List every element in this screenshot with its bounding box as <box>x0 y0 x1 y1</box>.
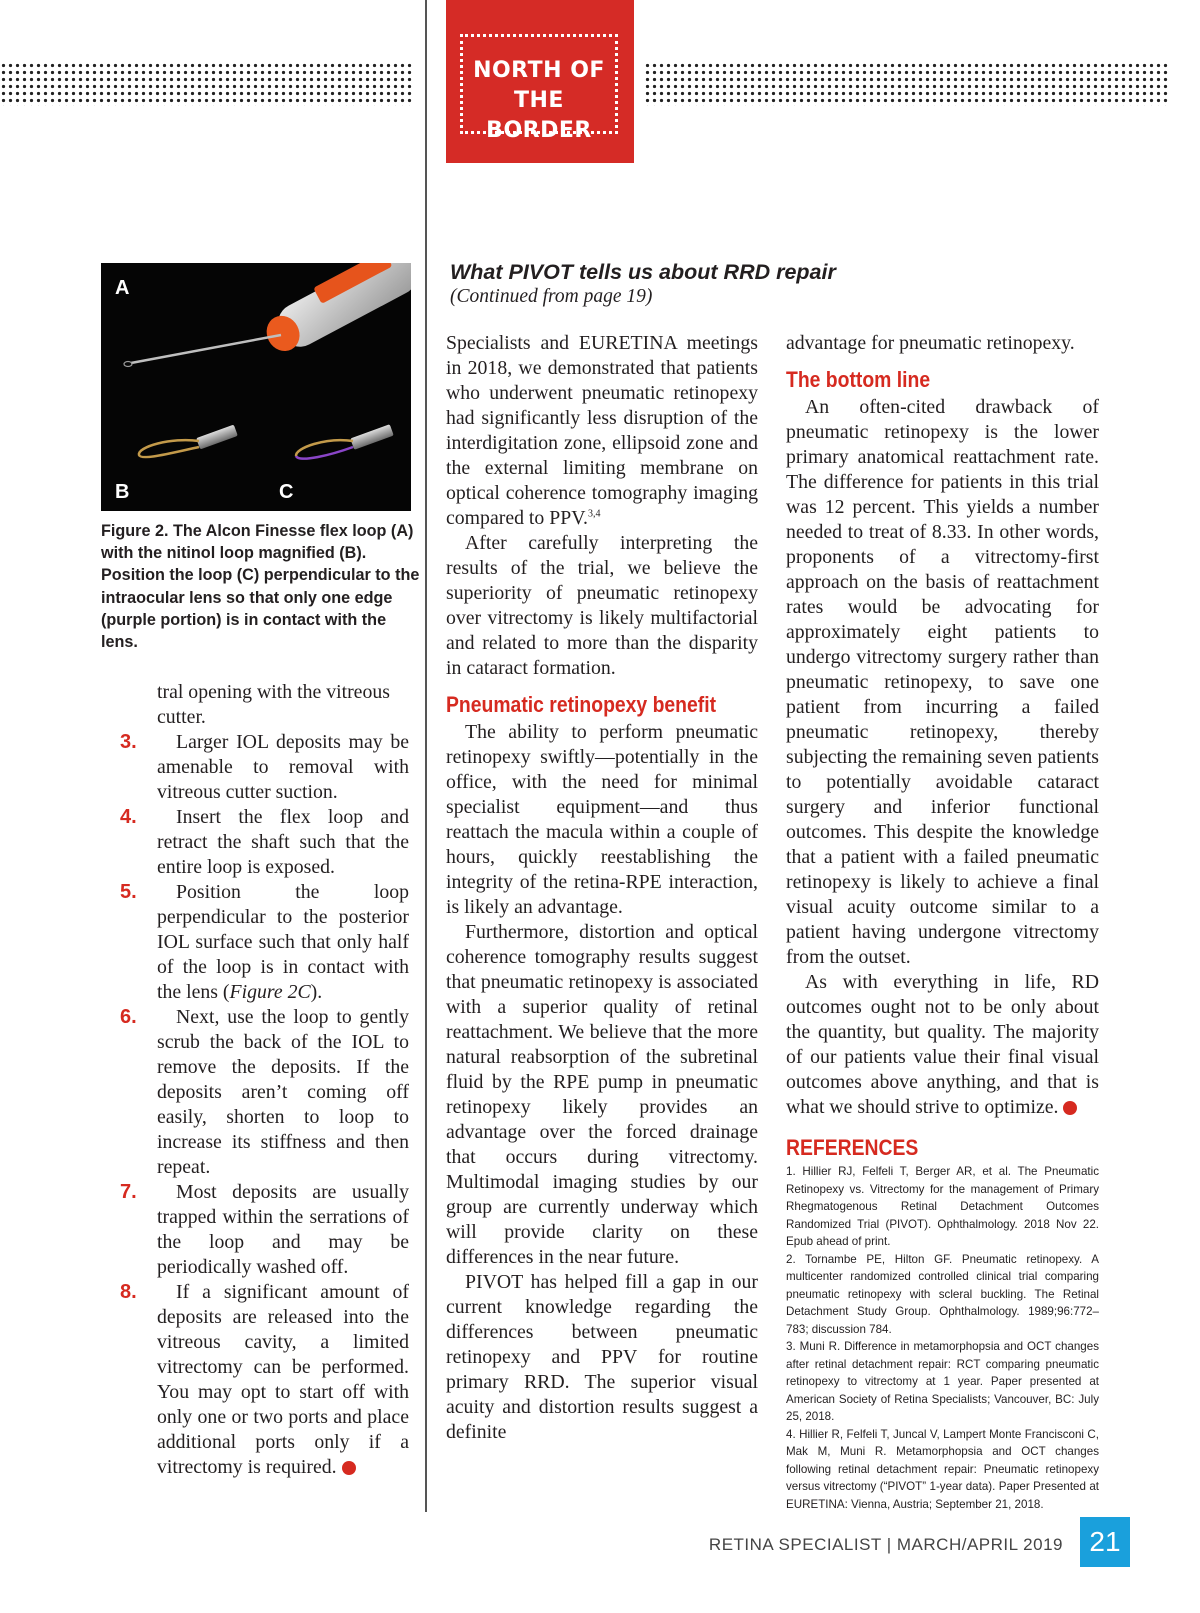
references-list <box>786 1163 1099 1513</box>
references-heading: REFERENCES <box>786 1135 919 1160</box>
step-text-after: ). <box>310 981 323 1003</box>
step-text <box>157 880 409 1005</box>
step-text: Larger IOL deposits may be amenable to removal with vitreous cutter suction. <box>157 731 409 803</box>
step-text: Next, use the loop to gently scrub the back of the IOL to remove the deposits. If the deposits aren’t coming off easily, shorten to loop to increase its stiffness and then repeat. <box>157 1006 409 1178</box>
list-item <box>120 880 409 1005</box>
figure-label-b: B <box>115 481 130 503</box>
left-column-list <box>120 680 409 1480</box>
end-mark-icon: RS <box>1063 1101 1077 1115</box>
paragraph: After carefully interpreting the results of the trial, we believe the superiority of pneumatic retinopexy over vitrectomy is likely multifactorial and related to more than the disparity in cataract formation. <box>446 532 758 679</box>
figure-reference: Figure 2C <box>229 981 311 1003</box>
figure-label-c: C <box>279 481 294 503</box>
banner-title <box>463 56 615 146</box>
flex-loop-illustration <box>101 263 411 511</box>
paragraph: Furthermore, distortion and optical coherence tomography results suggest that pneumatic retinopexy is associated with a superior quality of retinal reattachment. We believe that the more natural reabsorption of the subretinal fluid by the RPE pump in pneumatic retinopexy likely provides an advantage over the forced drainage that occurs during vitrectomy. Multimodal imaging studies by our group are currently underway which will provide clarity on these differences in the near future. <box>446 921 758 1268</box>
dotted-rule-right <box>644 62 1170 106</box>
paragraph-text: Specialists and EURETINA meetings in 2018, we demonstrated that patients who underwent pneumatic retinopexy had significantly less disruption of the interdigitation zone, ellipsoid zone and the external limiting membrane on optical coherence tomography imaging compared to PPV. <box>446 332 758 529</box>
section-banner <box>446 0 634 163</box>
figure-caption: Figure 2. The Alcon Finesse flex loop (A) with the nitinol loop magnified (B). Position the loop (C) perpendicular to the intraocular lens so that only one edge (purple portion) is in contact with the lens. <box>101 522 420 652</box>
page-footer <box>709 1535 1063 1555</box>
list-item <box>120 1280 409 1480</box>
paragraph <box>446 331 758 531</box>
reference-item: 1. Hillier RJ, Felfeli T, Berger AR, et al. The Pneumatic Retinopexy vs. Vitrectomy for the management of Primary Rhegmatogenous Retinal Detachment Outcomes Randomized Trial (PIVOT). Ophthalmology. 2018 Nov 22. Epub ahead of print. <box>786 1165 1099 1248</box>
reference-item: 2. Tornambe PE, Hilton GF. Pneumatic retinopexy. A multicenter randomized controlled clinical trial comparing pneumatic retinopexy with scleral buckling. The Retinal Detachment Study Group. Ophthalmology. 1989;96:772–783; discussion 784. <box>786 1252 1099 1336</box>
banner-line-1: NORTH OF <box>473 58 605 83</box>
paragraph: The ability to perform pneumatic retinopexy swiftly—potentially in the office, with the need for minimal specialist equipment—and thus reattach the macula within a couple of hours, quickly reestablishing the integrity of the retina-RPE interaction, is likely an advantage. <box>446 721 758 918</box>
step-number: 5. <box>120 881 137 903</box>
page-number: 21 <box>1080 1517 1130 1567</box>
reference-item: 4. Hillier R, Felfeli T, Juncal V, Lampert Monte Francisconi C, Mak M, Muni R. Metamorphopsia and OCT changes following retinal detachment repair: Pneumatic retinopexy versus vitrectomy (“PIVOT” 1-year data). Paper Presented at EURETINA: Vienna, Austria; September 21, 2018. <box>786 1427 1099 1511</box>
step-number: 6. <box>120 1006 137 1028</box>
section-heading: The bottom line <box>786 367 931 392</box>
figure-label-a: A <box>115 277 130 299</box>
step-number: 4. <box>120 806 137 828</box>
reference-item: 3. Muni R. Difference in metamorphopsia and OCT changes after retinal detachment repair: RCT comparing pneumatic retinopexy to vitrectomy at 1 year. Paper presented at American Society of Retina Specialists; Vancouver, BC: July 25, 2018. <box>786 1340 1099 1423</box>
list-item <box>120 805 409 880</box>
list-item <box>120 1005 409 1180</box>
continued-from: (Continued from page 19) <box>450 286 653 307</box>
section-heading: Pneumatic retinopexy benefit <box>446 692 717 717</box>
issue-date: MARCH/APRIL 2019 <box>896 1535 1063 1554</box>
end-mark-icon: RS <box>342 1461 356 1475</box>
continued-text: tral opening with the vitreous cutter. <box>157 681 390 728</box>
list-item <box>120 730 409 805</box>
citation: 3,4 <box>587 508 601 520</box>
paragraph: advantage for pneumatic retinopexy. <box>786 332 1075 354</box>
step-text-before: Position the loop perpendicular to the posterior IOL surface such that only half of the loop is in contact with the lens ( <box>157 881 409 1003</box>
footer-separator: | <box>886 1535 892 1554</box>
step-text-body: If a significant amount of deposits are released into the vitreous cavity, a limited vitrectomy can be performed. You may opt to start off with only one or two ports and place additional ports only if a vitrectomy is required. <box>157 1281 409 1478</box>
step-text: Insert the flex loop and retract the shaft such that the entire loop is exposed. <box>157 806 409 878</box>
paragraph <box>786 970 1099 1120</box>
paragraph-text: As with everything in life, RD outcomes ought not to be only about the quantity, but quality. The majority of our patients value their final visual outcomes above anything, and that is what we should strive to optimize. <box>786 971 1099 1118</box>
step-text: Most deposits are usually trapped within the serrations of the loop and may be periodically washed off. <box>157 1181 409 1278</box>
step-number: 8. <box>120 1281 137 1303</box>
publication-name: RETINA SPECIALIST <box>708 1535 882 1554</box>
paragraph: PIVOT has helped fill a gap in our current knowledge regarding the differences between pneumatic retinopexy and PPV for routine primary RRD. The superior visual acuity and distortion results suggest a definite <box>446 1271 758 1443</box>
banner-line-2: THE BORDER <box>486 88 592 143</box>
figure-image <box>101 263 411 511</box>
step-number: 7. <box>120 1181 137 1203</box>
step-number: 3. <box>120 731 137 753</box>
step-text <box>157 1280 409 1480</box>
right-column <box>786 331 1099 1513</box>
paragraph: An often-cited drawback of pneumatic retinopexy is the lower primary anatomical reattachment rate. The difference for patients in this trial was 12 percent. This yields a number needed to treat of 8.33. In other words, proponents of a vitrectomy-first approach on the basis of reattachment rates would be advocating for approximately eight patients to undergo vitrectomy surgery rather than pneumatic retinopexy, to save one patient from incurring a failed pneumatic retinopexy, thereby subjecting the remaining seven patients to potentially avoidable cataract surgery and inferior functional outcomes. This despite the knowledge that a patient with a failed pneumatic retinopexy is likely to achieve a final visual acuity outcome similar to a patient having undergone vitrectomy from the outset. <box>786 396 1099 968</box>
banner-dotted-frame <box>460 34 618 143</box>
list-item <box>120 1180 409 1280</box>
column-divider <box>425 0 427 1512</box>
article-title: What PIVOT tells us about RRD repair <box>450 260 836 284</box>
middle-column <box>446 331 758 1445</box>
dotted-rule-left <box>0 62 412 106</box>
